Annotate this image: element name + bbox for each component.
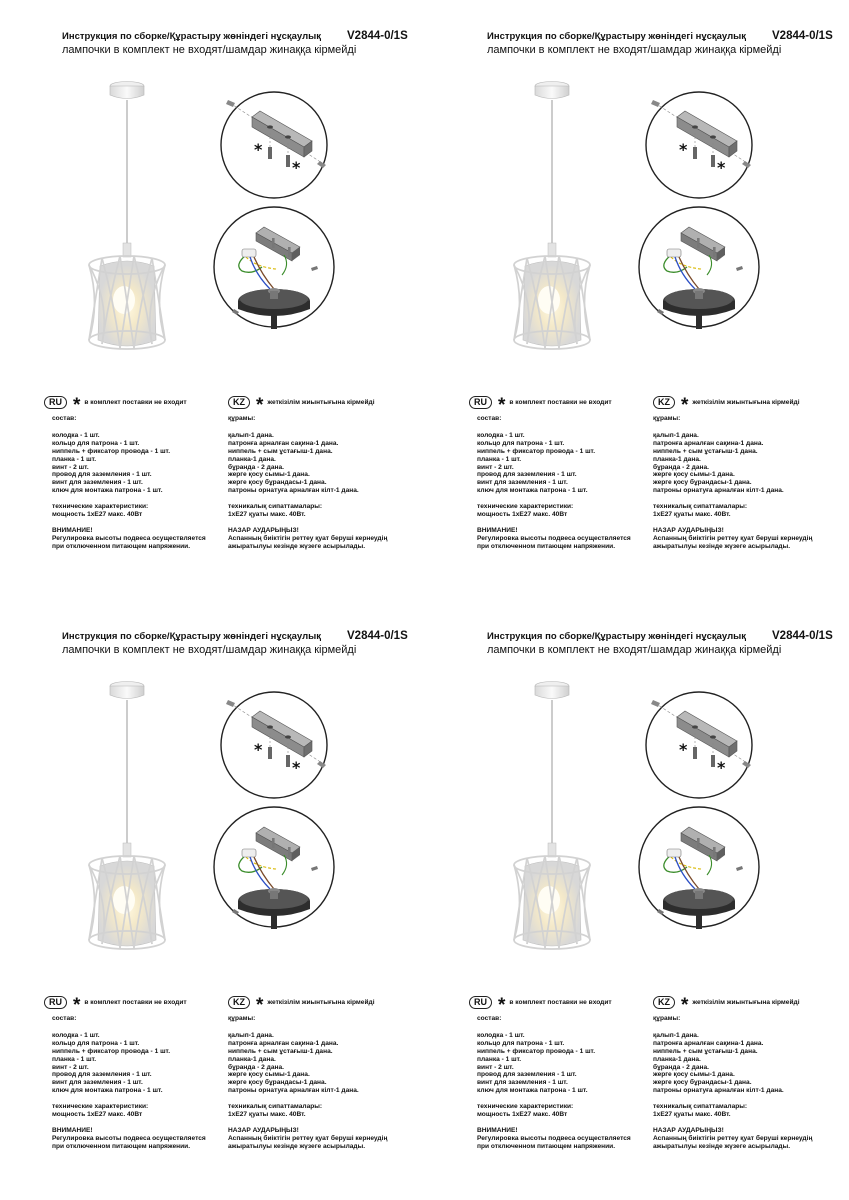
ru-tech-heading: технические характеристики: xyxy=(52,503,149,511)
asterisk-icon: * xyxy=(498,394,506,416)
list-item: колодка - 1 шт. xyxy=(477,431,525,439)
ru-column xyxy=(477,1015,631,1151)
ru-contents-heading: состав: xyxy=(52,415,77,422)
instruction-title: Инструкция по сборке/Құрастыру жөніндегі нұсқаулық V2844-0/1S xyxy=(487,30,833,42)
kz-legend xyxy=(653,994,800,1016)
svg-text:*: * xyxy=(717,158,726,177)
pendant-lamp-illustration xyxy=(505,678,615,958)
ru-not-included-note: в комплект поставки не входит xyxy=(84,399,187,406)
list-item: ниппель + сым ұстағыш-1 дана. xyxy=(228,447,333,455)
asterisk-icon: * xyxy=(256,394,264,416)
kz-tech-heading: техникалық сипаттамалары: xyxy=(653,1103,748,1111)
list-item: патронға арналған сақина-1 дана. xyxy=(653,439,764,447)
list-item: ниппель + фиксатор провода - 1 шт. xyxy=(477,1047,596,1055)
ru-legend xyxy=(44,394,187,416)
bracket-mounting-detail xyxy=(637,91,761,199)
asterisk-icon: * xyxy=(498,994,506,1016)
list-item: винт для заземления - 1 шт. xyxy=(52,1079,143,1087)
ru-not-included-note: в комплект поставки не входит xyxy=(509,999,612,1006)
list-item: қалып-1 дана. xyxy=(228,431,274,439)
model-code: V2844-0/1S xyxy=(772,30,833,42)
ru-column xyxy=(477,415,631,551)
kz-badge: KZ xyxy=(228,396,250,409)
list-item: ниппель + фиксатор провода - 1 шт. xyxy=(52,1047,171,1055)
ru-warning-line: Регулировка высоты подвеса осуществляется xyxy=(52,1134,206,1142)
kz-not-included-note: жеткізілім жиынтығына кірмейді xyxy=(692,999,800,1006)
instruction-card xyxy=(425,0,849,600)
list-item: бұранда - 2 дана. xyxy=(653,1063,709,1071)
asterisk-icon: * xyxy=(256,994,264,1016)
svg-text:*: * xyxy=(292,758,301,777)
bracket-mounting-detail xyxy=(637,691,761,799)
pendant-lamp-illustration xyxy=(80,78,190,358)
list-item: планка - 1 шт. xyxy=(52,1055,97,1063)
list-item: планка - 1 шт. xyxy=(477,1055,522,1063)
kz-warning-line: ажыратылуы кезінде жүзеге асырылады. xyxy=(653,542,791,550)
kz-warning-line: ажыратылуы кезінде жүзеге асырылады. xyxy=(228,542,366,550)
list-item: қалып-1 дана. xyxy=(228,1031,274,1039)
list-item: бұранда - 2 дана. xyxy=(653,463,709,471)
bulbs-note: лампочки в комплект не входят/шамдар жинаққа кірмейді xyxy=(487,44,782,56)
list-item: жерге қосу сымы-1 дана. xyxy=(653,471,735,479)
list-item: патронға арналған сақина-1 дана. xyxy=(228,439,339,447)
kz-tech-value: 1хЕ27 қуаты макс. 40Вт. xyxy=(653,1111,731,1119)
ru-tech-heading: технические характеристики: xyxy=(477,503,574,511)
model-code: V2844-0/1S xyxy=(347,30,408,42)
svg-text:*: * xyxy=(679,140,688,159)
svg-text:*: * xyxy=(292,158,301,177)
list-item: жерге қосу бұрандасы-1 дана. xyxy=(228,1079,327,1087)
canopy-wiring-detail xyxy=(637,805,761,935)
list-item: кольцо для патрона - 1 шт. xyxy=(52,439,140,447)
list-item: провод для заземления - 1 шт. xyxy=(477,1071,577,1079)
list-item: патроны орнатуға арналған кілт-1 дана. xyxy=(653,1087,784,1095)
kz-warning-line: ажыратылуы кезінде жүзеге асырылады. xyxy=(228,1142,366,1150)
ru-warning-line: при отключенном питающем напряжении. xyxy=(52,1142,191,1150)
ru-badge: RU xyxy=(44,996,67,1009)
ru-warning-heading: ВНИМАНИЕ! xyxy=(52,1126,93,1134)
ru-tech-value: мощность 1хЕ27 макс. 40Вт xyxy=(477,511,568,519)
list-item: жерге қосу сымы-1 дана. xyxy=(228,471,310,479)
instruction-title: Инструкция по сборке/Құрастыру жөніндегі нұсқаулық V2844-0/1S xyxy=(62,630,408,642)
kz-contents-heading: құрамы: xyxy=(653,1015,681,1022)
list-item: колодка - 1 шт. xyxy=(477,1031,525,1039)
asterisk-icon: * xyxy=(681,994,689,1016)
ru-warning-heading: ВНИМАНИЕ! xyxy=(477,526,518,534)
list-item: провод для заземления - 1 шт. xyxy=(52,1071,152,1079)
list-item: винт для заземления - 1 шт. xyxy=(52,479,143,487)
bracket-mounting-detail xyxy=(212,691,336,799)
ru-not-included-note: в комплект поставки не входит xyxy=(509,399,612,406)
canopy-wiring-detail xyxy=(212,805,336,935)
kz-warning-heading: НАЗАР АУДАРЫҢЫЗ! xyxy=(653,1126,724,1134)
list-item: винт для заземления - 1 шт. xyxy=(477,479,568,487)
list-item: ниппель + фиксатор провода - 1 шт. xyxy=(52,447,171,455)
ru-column xyxy=(52,415,206,551)
list-item: патроны орнатуға арналған кілт-1 дана. xyxy=(228,1087,359,1095)
instruction-card xyxy=(0,0,424,600)
ru-warning-line: Регулировка высоты подвеса осуществляется xyxy=(477,1134,631,1142)
model-code: V2844-0/1S xyxy=(347,630,408,642)
list-item: провод для заземления - 1 шт. xyxy=(477,471,577,479)
ru-warning-line: Регулировка высоты подвеса осуществляется xyxy=(52,534,206,542)
kz-warning-line: Аспанның биіктігін реттеу қуат беруші кернеудің xyxy=(653,534,813,542)
asterisk-icon: * xyxy=(681,394,689,416)
canopy-wiring-detail xyxy=(212,205,336,335)
kz-not-included-note: жеткізілім жиынтығына кірмейді xyxy=(267,999,375,1006)
asterisk-icon: * xyxy=(73,394,81,416)
kz-tech-value: 1хЕ27 қуаты макс. 40Вт. xyxy=(653,511,731,519)
kz-column xyxy=(653,1015,812,1151)
ru-legend xyxy=(469,994,612,1016)
model-code: V2844-0/1S xyxy=(772,630,833,642)
list-item: винт - 2 шт. xyxy=(477,463,514,471)
ru-legend xyxy=(469,394,612,416)
kz-not-included-note: жеткізілім жиынтығына кірмейді xyxy=(267,399,375,406)
list-item: винт для заземления - 1 шт. xyxy=(477,1079,568,1087)
kz-tech-heading: техникалық сипаттамалары: xyxy=(228,1103,323,1111)
kz-not-included-note: жеткізілім жиынтығына кірмейді xyxy=(692,399,800,406)
list-item: ключ для монтажа патрона - 1 шт. xyxy=(477,1087,588,1095)
list-item: ниппель + сым ұстағыш-1 дана. xyxy=(653,447,758,455)
ru-warning-heading: ВНИМАНИЕ! xyxy=(477,1126,518,1134)
kz-legend xyxy=(653,394,800,416)
list-item: планка-1 дана. xyxy=(653,455,701,463)
kz-tech-heading: техникалық сипаттамалары: xyxy=(228,503,323,511)
list-item: кольцо для патрона - 1 шт. xyxy=(477,1039,565,1047)
list-item: патронға арналған сақина-1 дана. xyxy=(653,1039,764,1047)
svg-text:*: * xyxy=(254,140,263,159)
ru-badge: RU xyxy=(44,396,67,409)
kz-tech-value: 1хЕ27 қуаты макс. 40Вт. xyxy=(228,1111,306,1119)
ru-warning-line: при отключенном питающем напряжении. xyxy=(477,542,616,550)
kz-column xyxy=(228,415,387,551)
kz-contents-heading: құрамы: xyxy=(228,415,256,422)
kz-warning-heading: НАЗАР АУДАРЫҢЫЗ! xyxy=(228,526,299,534)
pendant-lamp-illustration xyxy=(80,678,190,958)
list-item: ниппель + фиксатор провода - 1 шт. xyxy=(477,447,596,455)
ru-warning-line: Регулировка высоты подвеса осуществляется xyxy=(477,534,631,542)
bulbs-note: лампочки в комплект не входят/шамдар жинаққа кірмейді xyxy=(487,644,782,656)
list-item: патронға арналған сақина-1 дана. xyxy=(228,1039,339,1047)
kz-tech-value: 1хЕ27 қуаты макс. 40Вт. xyxy=(228,511,306,519)
canopy-wiring-detail xyxy=(637,205,761,335)
kz-legend xyxy=(228,994,375,1016)
ru-tech-value: мощность 1хЕ27 макс. 40Вт xyxy=(477,1111,568,1119)
list-item: қалып-1 дана. xyxy=(653,431,699,439)
list-item: планка - 1 шт. xyxy=(477,455,522,463)
ru-warning-line: при отключенном питающем напряжении. xyxy=(477,1142,616,1150)
ru-badge: RU xyxy=(469,996,492,1009)
kz-badge: KZ xyxy=(228,996,250,1009)
list-item: жерге қосу бұрандасы-1 дана. xyxy=(228,479,327,487)
list-item: ключ для монтажа патрона - 1 шт. xyxy=(52,1087,163,1095)
instruction-card xyxy=(425,600,849,1200)
list-item: кольцо для патрона - 1 шт. xyxy=(477,439,565,447)
kz-warning-line: Аспанның биіктігін реттеу қуат беруші кернеудің xyxy=(228,1134,388,1142)
list-item: жерге қосу бұрандасы-1 дана. xyxy=(653,1079,752,1087)
list-item: провод для заземления - 1 шт. xyxy=(52,471,152,479)
ru-tech-heading: технические характеристики: xyxy=(52,1103,149,1111)
list-item: бұранда - 2 дана. xyxy=(228,463,284,471)
list-item: колодка - 1 шт. xyxy=(52,431,100,439)
kz-contents-heading: құрамы: xyxy=(228,1015,256,1022)
bulbs-note: лампочки в комплект не входят/шамдар жинаққа кірмейді xyxy=(62,644,357,656)
kz-legend xyxy=(228,394,375,416)
ru-contents-heading: состав: xyxy=(477,415,502,422)
list-item: ключ для монтажа патрона - 1 шт. xyxy=(477,487,588,495)
ru-badge: RU xyxy=(469,396,492,409)
ru-column xyxy=(52,1015,206,1151)
ru-warning-line: при отключенном питающем напряжении. xyxy=(52,542,191,550)
list-item: винт - 2 шт. xyxy=(52,1063,89,1071)
list-item: жерге қосу бұрандасы-1 дана. xyxy=(653,479,752,487)
ru-contents-heading: состав: xyxy=(477,1015,502,1022)
bracket-mounting-detail xyxy=(212,91,336,199)
list-item: бұранда - 2 дана. xyxy=(228,1063,284,1071)
asterisk-icon: * xyxy=(73,994,81,1016)
ru-warning-heading: ВНИМАНИЕ! xyxy=(52,526,93,534)
list-item: планка-1 дана. xyxy=(228,455,276,463)
instruction-title: Инструкция по сборке/Құрастыру жөніндегі нұсқаулық V2844-0/1S xyxy=(62,30,408,42)
list-item: планка-1 дана. xyxy=(653,1055,701,1063)
list-item: жерге қосу сымы-1 дана. xyxy=(228,1071,310,1079)
list-item: жерге қосу сымы-1 дана. xyxy=(653,1071,735,1079)
kz-badge: KZ xyxy=(653,996,675,1009)
kz-badge: KZ xyxy=(653,396,675,409)
kz-tech-heading: техникалық сипаттамалары: xyxy=(653,503,748,511)
list-item: винт - 2 шт. xyxy=(52,463,89,471)
list-item: планка-1 дана. xyxy=(228,1055,276,1063)
kz-warning-heading: НАЗАР АУДАРЫҢЫЗ! xyxy=(653,526,724,534)
kz-column xyxy=(228,1015,387,1151)
ru-tech-heading: технические характеристики: xyxy=(477,1103,574,1111)
pendant-lamp-illustration xyxy=(505,78,615,358)
kz-warning-line: ажыратылуы кезінде жүзеге асырылады. xyxy=(653,1142,791,1150)
list-item: планка - 1 шт. xyxy=(52,455,97,463)
list-item: патроны орнатуға арналған кілт-1 дана. xyxy=(228,487,359,495)
kz-warning-heading: НАЗАР АУДАРЫҢЫЗ! xyxy=(228,1126,299,1134)
list-item: патроны орнатуға арналған кілт-1 дана. xyxy=(653,487,784,495)
svg-text:*: * xyxy=(254,740,263,759)
ru-legend xyxy=(44,994,187,1016)
kz-warning-line: Аспанның биіктігін реттеу қуат беруші кернеудің xyxy=(653,1134,813,1142)
list-item: ниппель + сым ұстағыш-1 дана. xyxy=(228,1047,333,1055)
svg-text:*: * xyxy=(717,758,726,777)
list-item: ключ для монтажа патрона - 1 шт. xyxy=(52,487,163,495)
kz-column xyxy=(653,415,812,551)
svg-text:*: * xyxy=(679,740,688,759)
list-item: ниппель + сым ұстағыш-1 дана. xyxy=(653,1047,758,1055)
ru-tech-value: мощность 1хЕ27 макс. 40Вт xyxy=(52,1111,143,1119)
instruction-title: Инструкция по сборке/Құрастыру жөніндегі нұсқаулық V2844-0/1S xyxy=(487,630,833,642)
kz-contents-heading: құрамы: xyxy=(653,415,681,422)
list-item: колодка - 1 шт. xyxy=(52,1031,100,1039)
list-item: винт - 2 шт. xyxy=(477,1063,514,1071)
ru-tech-value: мощность 1хЕ27 макс. 40Вт xyxy=(52,511,143,519)
list-item: кольцо для патрона - 1 шт. xyxy=(52,1039,140,1047)
instruction-card xyxy=(0,600,424,1200)
ru-not-included-note: в комплект поставки не входит xyxy=(84,999,187,1006)
kz-warning-line: Аспанның биіктігін реттеу қуат беруші кернеудің xyxy=(228,534,388,542)
ru-contents-heading: состав: xyxy=(52,1015,77,1022)
list-item: қалып-1 дана. xyxy=(653,1031,699,1039)
bulbs-note: лампочки в комплект не входят/шамдар жинаққа кірмейді xyxy=(62,44,357,56)
